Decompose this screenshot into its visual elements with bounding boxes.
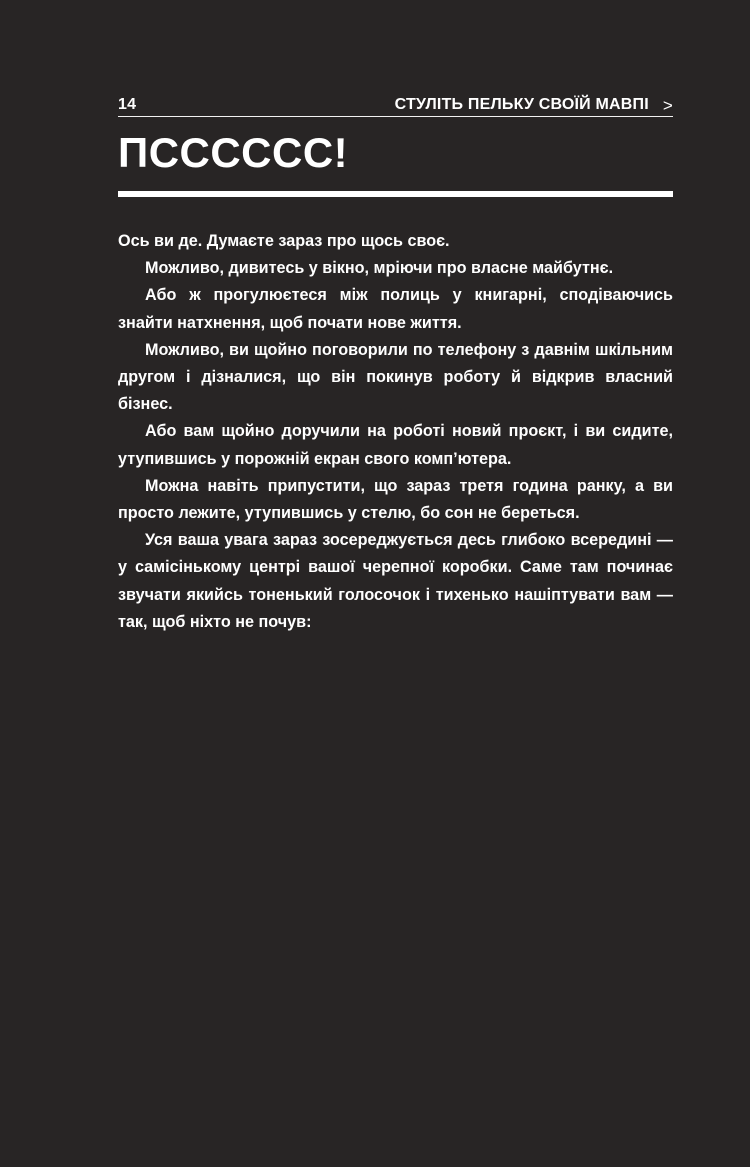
title-divider bbox=[118, 191, 673, 197]
paragraph: Можливо, ви щойно поговорили по телефону з давнім шкільним другом і дізналися, що він покинув роботу й відкрив власний бізнес. bbox=[118, 340, 673, 414]
running-title: СТУЛІТЬ ПЕЛЬКУ СВОЇЙ МАВПІ bbox=[394, 96, 649, 113]
chapter-title: ПСССССС! bbox=[118, 129, 349, 176]
body-text bbox=[118, 228, 673, 636]
paragraph: Або ж прогулюєтеся між полиць у книгарні, сподіваючись знайти натхнення, щоб почати нове життя. bbox=[118, 286, 673, 332]
book-page bbox=[118, 88, 673, 636]
paragraph: Можна навіть припустити, що зараз третя година ранку, а ви просто лежите, утупившись у стелю, бо сон не береться. bbox=[118, 476, 673, 523]
chevron-right-icon: > bbox=[662, 96, 673, 115]
running-header bbox=[118, 88, 673, 117]
paragraph: Уся ваша увага зараз зосереджується десь глибоко всередині — у самісінькому центрі вашої черепної коробки. Саме там починає звучати якийсь тоненький голосочок і тихенько нашіптувати вам — так, щоб ніхто не почув: bbox=[118, 531, 673, 631]
running-title-group bbox=[395, 96, 673, 114]
paragraph: Ось ви де. Думаєте зараз про щось своє. bbox=[118, 232, 450, 250]
page-number: 14 bbox=[118, 96, 137, 113]
paragraph: Або вам щойно доручили на роботі новий проєкт, і ви сидите, утупившись у порожній екран свого комп’ютера. bbox=[118, 422, 673, 468]
paragraph: Можливо, дивитесь у вікно, мріючи про власне майбутнє. bbox=[145, 259, 614, 278]
